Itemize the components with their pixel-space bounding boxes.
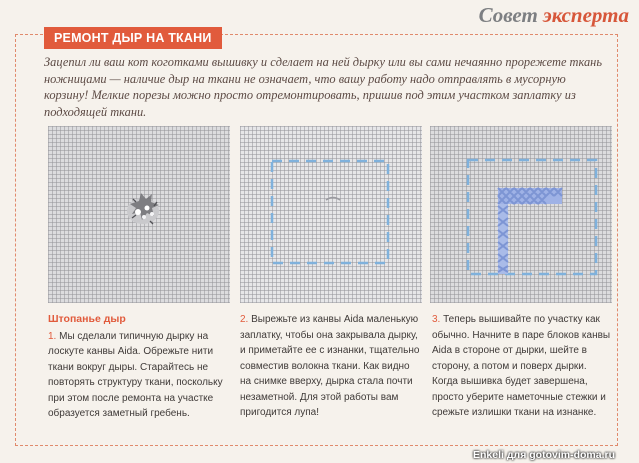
- frayed-hole: [127, 193, 159, 224]
- step-1-title: Штопанье дыр: [48, 313, 126, 325]
- photo-hole: [48, 126, 230, 303]
- step-2-text: Вырежьте из канвы Aida маленькую заплатку, чтобы она закрывала дырку, и приметайте ее с изнанки, тщательно совместив волокна ткани. Как видно на снимке вверху, дырка стала почти незаметной. Для этой работы вам пригодится лупа!: [240, 314, 420, 418]
- photo-patch: [240, 126, 422, 303]
- stitched-illustration: [430, 126, 612, 303]
- step-1-text-block: [48, 329, 228, 422]
- header-title: [479, 3, 629, 28]
- watermark: Enkeli для gotovim-doma.ru: [473, 449, 615, 461]
- section-badge: РЕМОНТ ДЫР НА ТКАНИ: [44, 27, 222, 49]
- patched-hole: [326, 198, 340, 201]
- photo-stitched: [430, 126, 612, 303]
- cross-stitch-band: [498, 188, 562, 274]
- intro-text: Зацепил ли ваш кот коготками вышивку и сделает на ней дырку или вы сами нечаянно прорежете ткань ножницами — наличие дыр на ткани не означает, что вашу работу надо отправлять в мусорную корзину! Мелкие порезы можно просто отремонтировать, пришив под этим участком заплатку из подходящей ткани.: [44, 55, 602, 119]
- hole-illustration: [48, 126, 230, 303]
- step-1-number: 1.: [48, 330, 57, 342]
- header-title-prefix: Совет: [478, 3, 538, 27]
- header-title-accent: эксперта: [543, 3, 629, 27]
- step-3-text: Теперь вышивайте по участку как обычно. Начните в паре блоков канвы Aida в стороне от дырки, шейте в сторону, а потом и поверх дырки. Когда вышивка будет завершена, просто уберите наметочные стежки и срежьте излишки ткани на изнанке.: [432, 314, 611, 418]
- step-3-number: 3.: [432, 314, 441, 325]
- basting-stitches: [272, 161, 388, 263]
- step-2-number: 2.: [240, 314, 249, 325]
- step-2-text-block: [240, 312, 420, 421]
- step-2: [240, 312, 420, 421]
- step-3: [432, 312, 612, 421]
- basting-stitches-2: [468, 160, 596, 274]
- step-3-text-block: [432, 312, 612, 421]
- patch-illustration: [240, 126, 422, 303]
- step-1: [48, 312, 228, 422]
- step-1-text: Мы сделали типичную дырку на лоскуте канвы Aida. Обрежьте нити ткани вокруг дыры. Старайтесь не повторять структуру ткани, поскольку при этом после ремонта на участке образуется заметный гребень.: [48, 330, 223, 419]
